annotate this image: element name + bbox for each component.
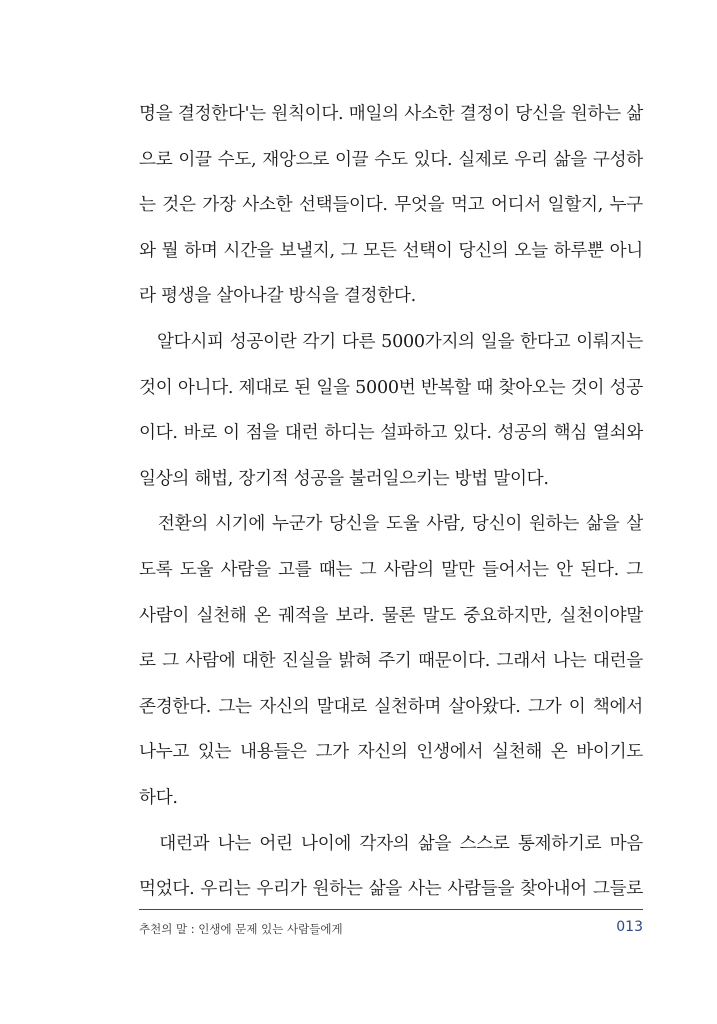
running-footer-title: 추천의 말 : 인생에 문제 있는 사람들에게 — [139, 922, 343, 936]
text-line: 와 뭘 하며 시간을 보낼지, 그 모든 선택이 당신의 오늘 하루뿐 아니 — [139, 240, 643, 261]
text-line: 로 그 사람에 대한 진실을 밝혀 주기 때문이다. 그래서 나는 대런을 — [139, 651, 643, 672]
text-line: 는 것은 가장 사소한 선택들이다. 무엇을 먹고 어디서 일할지, 누구 — [139, 195, 643, 216]
text-line: 나누고 있는 내용들은 그가 자신의 인생에서 실천해 온 바이기도 — [139, 742, 643, 763]
text-line: 먹었다. 우리는 우리가 원하는 삶을 사는 사람들을 찾아내어 그들로 — [139, 879, 643, 900]
text-line: 일상의 해법, 장기적 성공을 불러일으키는 방법 말이다. — [139, 468, 549, 489]
text-line: 존경한다. 그는 자신의 말대로 실천하며 살아왔다. 그가 이 책에서 — [139, 696, 643, 717]
page-number: 013 — [616, 919, 643, 935]
text-line: 것이 아니다. 제대로 된 일을 5000번 반복할 때 찾아오는 것이 성공 — [139, 377, 643, 398]
text-line: 하다. — [139, 787, 178, 808]
text-line: 라 평생을 살아나갈 방식을 결정한다. — [139, 286, 416, 307]
text-line: 이다. 바로 이 점을 대런 하디는 설파하고 있다. 성공의 핵심 열쇠와 — [139, 423, 643, 444]
text-line: 명을 결정한다'는 원칙이다. 매일의 사소한 결정이 당신을 원하는 삶 — [139, 104, 643, 124]
body-text — [139, 92, 643, 913]
text-line: 알다시피 성공이란 각기 다른 5000가지의 일을 한다고 이뤄지는 — [139, 331, 643, 352]
footer-divider — [139, 909, 643, 910]
text-line: 사람이 실천해 온 궤적을 보라. 물론 말도 중요하지만, 실천이야말 — [139, 605, 643, 626]
text-line: 대런과 나는 어린 나이에 각자의 삶을 스스로 통제하기로 마음 — [139, 833, 643, 854]
text-line: 으로 이끌 수도, 재앙으로 이끌 수도 있다. 실제로 우리 삶을 구성하 — [139, 149, 643, 170]
text-line: 도록 도울 사람을 고를 때는 그 사람의 말만 들어서는 안 된다. 그 — [139, 559, 643, 580]
text-line: 전환의 시기에 누군가 당신을 도울 사람, 당신이 원하는 삶을 살 — [139, 514, 643, 535]
